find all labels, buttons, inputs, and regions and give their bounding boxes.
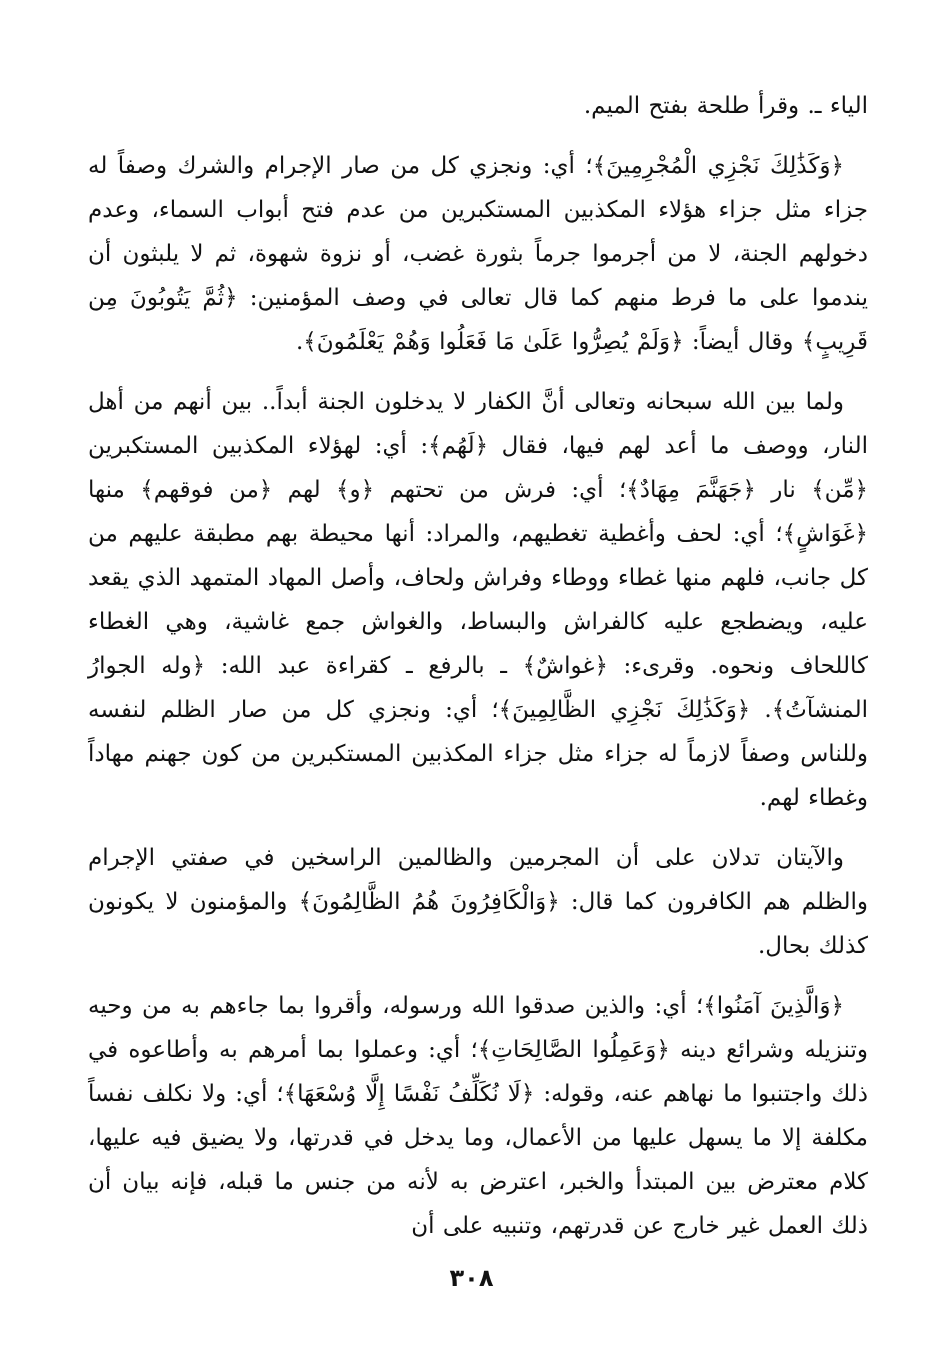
page-number: ٣٠٨ [449, 1264, 494, 1292]
paragraph-4: والآيتان تدلان على أن المجرمين والظالمين الراسخين في صفتي الإجرام والظلم هم الكافرون كما قال: ﴿وَالْكَافِرُونَ هُمُ الظَّالِمُونَ﴾ والمؤمنون لا يكونون كذلك بحال. [88, 845, 868, 959]
paragraph-2: ﴿وَكَذَٰلِكَ نَجْزِي الْمُجْرِمِينَ﴾؛ أي: ونجزي كل من صار الإجرام والشرك وصفاً له جزاء مثل جزاء هؤلاء المكذبين المستكبرين من عدم فتح أبواب السماء، وعدم دخولهم الجنة، لا من أجرموا جرماً بثورة غضب، أو نزوة شهوة، ثم لا يلبثون أن يندموا على ما فرط منهم كما قال تعالى في وصف المؤمنين: ﴿ثُمَّ يَتُوبُونَ مِن قَرِيبٍ﴾ وقال أيضاً: ﴿وَلَمْ يُصِرُّوا عَلَىٰ مَا فَعَلُوا وَهُمْ يَعْلَمُونَ﴾. [88, 153, 868, 355]
page-body [88, 84, 868, 1248]
paragraph-5: ﴿وَالَّذِينَ آمَنُوا﴾؛ أي: والذين صدقوا الله ورسوله، وأقروا بما جاءهم به من وحيه وتنزيله وشرائع دينه ﴿وَعَمِلُوا الصَّالِحَاتِ﴾؛ أي: وعملوا بما أمرهم به وأطاعوه في ذلك واجتنبوا ما نهاهم عنه، وقوله: ﴿لَا نُكَلِّفُ نَفْسًا إِلَّا وُسْعَهَا﴾؛ أي: ولا نكلف نفساً مكلفة إلا ما يسهل عليها من الأعمال، وما يدخل في قدرتها، ولا يضيق فيه عليها، كلام معترض بين المبتدأ والخبر، اعترض به لأنه من جنس ما قبله، فإنه بيان أن ذلك العمل غير خارج عن قدرتهم، وتنبيه على أن [88, 993, 868, 1239]
paragraph-3: ولما بين الله سبحانه وتعالى أنَّ الكفار لا يدخلون الجنة أبداً.. بين أنهم من أهل النار، ووصف ما أعد لهم فيها، فقال ﴿لَهُم﴾: أي: لهؤلاء المكذبين المستكبرين ﴿مِّن﴾ نار ﴿جَهَنَّمَ مِهَادٌ﴾؛ أي: فرش من تحتهم ﴿و﴾ لهم ﴿من فوقهم﴾ منها ﴿غَوَاشٍ﴾؛ أي: لحف وأغطية تغطيهم، والمراد: أنها محيطة بهم مطبقة عليهم من كل جانب، فلهم منها غطاء ووطاء وفراش ولحاف، وأصل المهاد المتمهد الذي يقعد عليه، ويضطجع عليه كالفراش والبساط، والغواش جمع غاشية، وهي الغطاء كاللحاف ونحوه. وقرىء: ﴿غواشٌ﴾ ـ بالرفع ـ كقراءة عبد الله: ﴿وله الجوارُ المنشآتُ﴾. ﴿وَكَذَٰلِكَ نَجْزِي الظَّالِمِينَ﴾؛ أي: ونجزي كل من صار الظلم لنفسه وللناس وصفاً لازماً له جزاء مثل جزاء المكذبين المستكبرين من كون جهنم مهاداً وغطاء لهم. [88, 389, 868, 811]
paragraph-1: الياء ـ. وقرأ طلحة بفتح الميم. [583, 93, 868, 119]
